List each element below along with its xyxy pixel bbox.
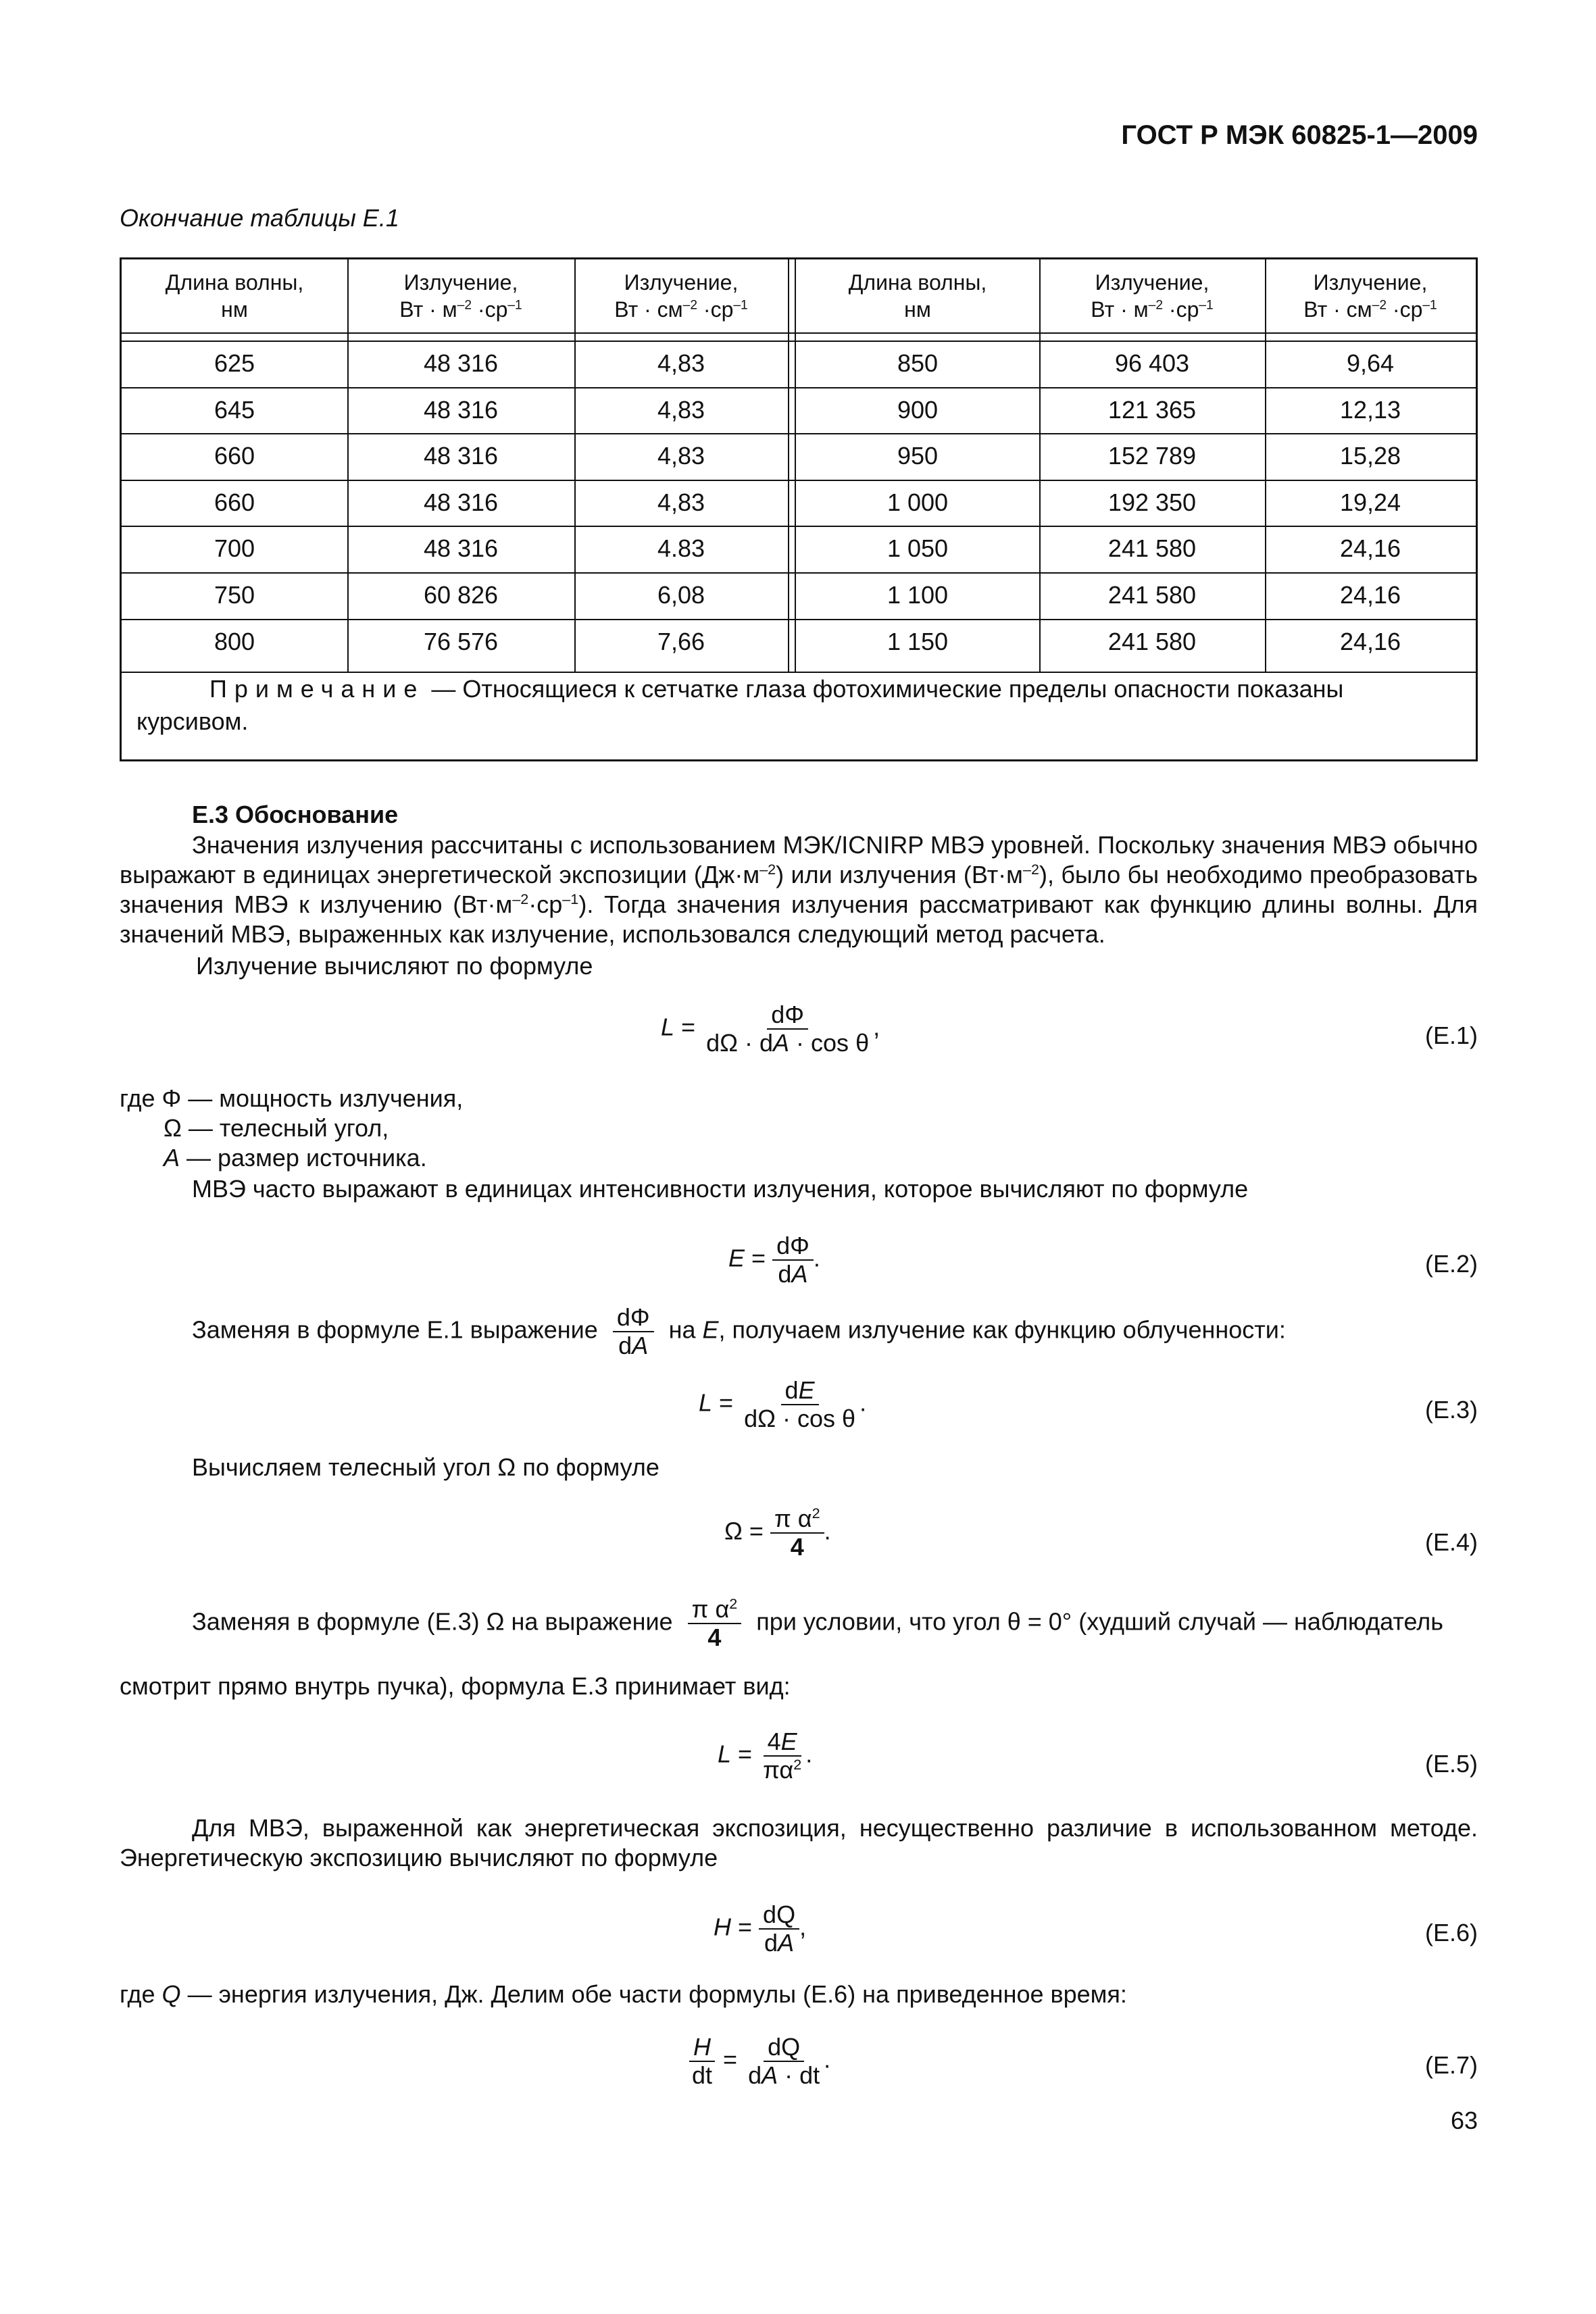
- table-cell: 4,83: [657, 442, 705, 470]
- table-cell: 121 365: [1107, 395, 1197, 424]
- table-cell: 700: [214, 534, 255, 563]
- table-cell: 645: [214, 395, 255, 424]
- table-cell: 4,83: [657, 395, 705, 424]
- table-cell: 24,16: [1339, 534, 1401, 563]
- equation-label: (Е.2): [1424, 1250, 1478, 1278]
- table-cell: 950: [897, 442, 939, 470]
- table-cell: 750: [214, 581, 255, 609]
- equation-e1: L = $\frac{d\Phi}{\text{dΩ · dA · cos θ}}$ ,: [661, 1001, 880, 1057]
- table-cell: 1 150: [887, 627, 949, 655]
- table-cell: 152 789: [1107, 442, 1197, 470]
- paragraph: Для МВЭ, выраженной как энергетическая экспозиция, несущественно различие в использованном методе. Энергетическую экспозицию вычисляют по формуле: [120, 1814, 1478, 1871]
- paragraph: где Q — энергия излучения, Дж. Делим обе части формулы (Е.6) на приведенное время:: [120, 1980, 1127, 2008]
- table-cell: 19,24: [1339, 488, 1401, 516]
- equation-e5: L = $\frac{4E}{\pi\alpha^2}$ .: [718, 1728, 813, 1784]
- table-cell: 24,16: [1339, 581, 1401, 609]
- equation-label: (Е.6): [1424, 1919, 1478, 1946]
- paragraph: МВЭ часто выражают в единицах интенсивности излучения, которое вычисляют по формуле: [192, 1175, 1249, 1203]
- table-cell: 4.83: [657, 534, 705, 563]
- paragraph: Значения излучения рассчитаны с использованием МЭК/ICNIRP МВЭ уровней. Поскольку значения МВЭ обычно выражают в единицах энергетической экспозиции $(Дж\cdot м^{-2})$ или излучения $(Вт\cdot м^{-2})$, было бы необходимо преобразовать значения МВЭ к излучению $(Вт\cdot м^{-2}\cdot ср^{-1})$. Тогда значения излучения рассматривают как функцию длины волны. Для значений МВЭ, выраженных как излучение, использовался следующий метод расчета.: [120, 831, 1478, 948]
- table-cell: 60 826: [423, 581, 499, 609]
- note-text: — Относящиеся к сетчатке глаза фотохимические пределы опасности показаны курсивом.: [136, 675, 1344, 735]
- equation-label: (Е.5): [1424, 1750, 1478, 1778]
- table-cell: 1 050: [887, 534, 949, 563]
- where-line: Ω — телесный угол,: [164, 1114, 389, 1142]
- table-cell: 192 350: [1107, 488, 1197, 516]
- table-cell: 15,28: [1339, 442, 1401, 470]
- equation-e4: Ω = $\frac{\pi \alpha^2}{4}$ .: [724, 1505, 831, 1561]
- table-cell: 48 316: [423, 349, 499, 377]
- note-lead: Примечание: [209, 675, 425, 703]
- equation-e6: H = $\frac{dQ}{dA}$ ,: [714, 1901, 807, 1957]
- paragraph-inline-fraction: Заменяя в формуле (Е.3) Ω на выражение $\frac{\pi \alpha^2}{4}$ при условии, что угол θ = 0° (худший случай — наблюдатель: [192, 1595, 1444, 1651]
- equation-label: (Е.3): [1424, 1396, 1478, 1424]
- table-cell: 800: [214, 627, 255, 655]
- table-note: [122, 673, 1476, 738]
- equation-label: (Е.7): [1424, 2051, 1478, 2079]
- table-cell: 96 403: [1114, 349, 1190, 377]
- table-cell: 7,66: [657, 627, 705, 655]
- table-cell: 6,08: [657, 581, 705, 609]
- table-cell: 241 580: [1107, 534, 1197, 563]
- section-title: Е.3 Обоснование: [192, 801, 399, 828]
- column-header: Длина волны, нм: [848, 270, 987, 322]
- column-header: Излучение, Вт · $см^{-2} \cdot ср^{-1}$: [1303, 270, 1437, 322]
- page-number: 63: [1450, 2107, 1478, 2134]
- table-cell: 900: [897, 395, 939, 424]
- equation-e7: $\frac{H}{dt}$ = $\frac{dQ}{dA \cdot dt}$ .: [688, 2034, 830, 2089]
- paragraph: Вычисляем телесный угол Ω по формуле: [192, 1453, 659, 1481]
- table-cell: 48 316: [423, 534, 499, 563]
- table-cell: 48 316: [423, 395, 499, 424]
- table-cell: 850: [897, 349, 939, 377]
- where-line: A — размер источника.: [164, 1144, 427, 1172]
- table-cell: 4,83: [657, 488, 705, 516]
- table-cell: 4,83: [657, 349, 705, 377]
- table-cell: 12,13: [1339, 395, 1401, 424]
- where-line: где Φ — мощность излучения,: [120, 1084, 464, 1112]
- paragraph-inline-fraction: Заменяя в формуле Е.1 выражение $\frac{d\Phi}{dA}$ на Е, получаем излучение как функцию облученности:: [192, 1303, 1286, 1359]
- equation-label: (Е.4): [1424, 1528, 1478, 1556]
- equation-label: (Е.1): [1424, 1022, 1478, 1049]
- double-column-divider: [788, 259, 796, 672]
- paragraph: Излучение вычисляют по формуле: [196, 952, 593, 980]
- table-cell: 1 100: [887, 581, 949, 609]
- equation-e2: E = $\frac{d\Phi}{dA}$ .: [728, 1232, 820, 1288]
- table-cell: 241 580: [1107, 627, 1197, 655]
- equation-e3: L = $\frac{dE}{\text{dΩ · cos θ}}$ .: [699, 1376, 867, 1432]
- column-header: Излучение, Вт · $м^{-2} \cdot ср^{-1}$: [1091, 270, 1214, 322]
- table-caption: Окончание таблицы Е.1: [120, 204, 399, 232]
- table-cell: 48 316: [423, 488, 499, 516]
- table-cell: 9,64: [1346, 349, 1395, 377]
- table-cell: 660: [214, 442, 255, 470]
- table-cell: 625: [214, 349, 255, 377]
- data-table: [120, 257, 1478, 761]
- column-header: Излучение, Вт · $м^{-2} \cdot ср^{-1}$: [399, 270, 522, 322]
- table-cell: 241 580: [1107, 581, 1197, 609]
- table-cell: 48 316: [423, 442, 499, 470]
- column-header: Излучение, Вт · $см^{-2} \cdot ср^{-1}$: [614, 270, 748, 322]
- column-header: Длина волны, нм: [165, 270, 304, 322]
- table-cell: 24,16: [1339, 627, 1401, 655]
- table-cell: 1 000: [887, 488, 949, 516]
- paragraph: смотрит прямо внутрь пучка), формула Е.3 принимает вид:: [120, 1672, 791, 1700]
- table-cell: 76 576: [423, 627, 499, 655]
- table-cell: 660: [214, 488, 255, 516]
- document-id: ГОСТ Р МЭК 60825-1—2009: [1121, 120, 1478, 150]
